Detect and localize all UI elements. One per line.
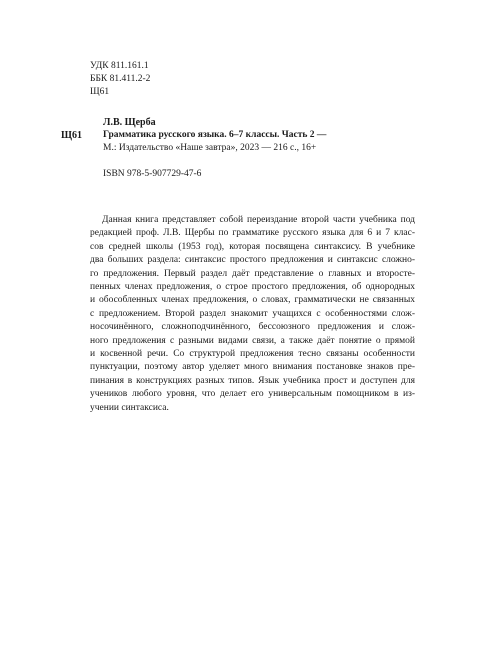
annotation-line: и косвенной речи. Со структурой предложения тесно связаны особенности — [90, 349, 415, 360]
bibliographic-entry — [103, 129, 403, 155]
isbn: ISBN 978-5-907729-47-6 — [103, 169, 202, 179]
annotation-line: пинания в конструкциях разных типов. Язык учебника прост и доступен для — [90, 375, 415, 386]
author-sign: Щ61 — [61, 130, 82, 141]
annotation-line: учении синтаксиса. — [90, 402, 169, 413]
annotation-line: и обособленных членах предложения, о словах, грамматически не связанных — [90, 295, 415, 306]
annotation-line: го предложения. Первый раздел даёт представление о главных и второсте- — [90, 268, 415, 279]
annotation-line: ного предложения с разными видами связи, а также даёт понятие о прямой — [90, 335, 415, 346]
book-title-line: Грамматика русского языка. 6–7 классы. Часть 2 — — [103, 130, 327, 140]
annotation-line: редакцией проф. Л.В. Щербы по грамматике русского языка для 6 и 7 клас- — [90, 228, 415, 239]
annotation-line: пенных членах предложения, о строе простого предложения, об однородных — [90, 282, 415, 293]
annotation-line: сов средней школы (1953 год), которая посвящена синтаксису. В учебнике — [90, 241, 415, 252]
annotation-line: два больших раздела: синтаксис простого предложения и синтаксис сложно- — [90, 255, 415, 266]
annotation-line: носочинённого, сложноподчинённого, бессоюзного предложения и слож- — [90, 322, 415, 333]
annotation-line: с предложением. Второй раздел знакомит учащихся с особенностями слож- — [90, 308, 415, 319]
annotation-paragraph — [90, 214, 415, 415]
annotation-line: учеников любого уровня, что делает его универсальным помощником в из- — [90, 389, 415, 400]
annotation-line: Данная книга представляет собой переиздание второй части учебника под — [102, 215, 415, 225]
bbk-code: ББК 81.411.2-2 — [90, 74, 151, 84]
annotation-line: пунктуации, поэтому автор уделяет много внимания постановке знаков пре- — [90, 362, 415, 373]
udc-code: УДК 811.161.1 — [90, 61, 149, 71]
author-sign-code: Щ61 — [90, 87, 110, 97]
classification-codes — [90, 60, 150, 99]
author-name: Л.В. Щерба — [103, 117, 156, 128]
publisher-line: М.: Издательство «Наше завтра», 2023 — 216 с., 16+ — [103, 143, 317, 153]
